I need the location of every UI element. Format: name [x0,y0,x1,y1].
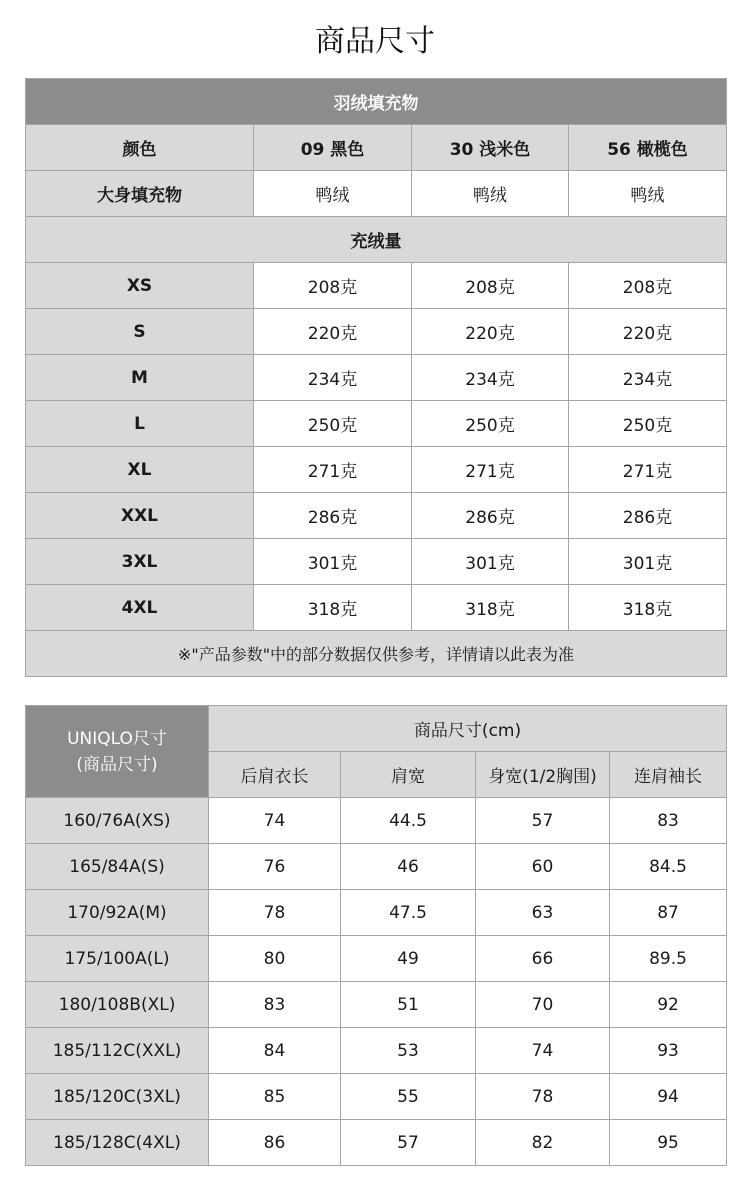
measurement-cell: 84 [209,1028,341,1074]
table-row [26,1074,727,1120]
fill-amount-cell: 286克 [569,493,727,539]
measurement-cell: 87 [610,890,727,936]
table-row [26,263,727,309]
fill-amount-cell: 208克 [254,263,412,309]
table-row [26,585,727,631]
measurement-cell: 49 [341,936,476,982]
note-row [26,631,727,677]
color-label: 颜色 [26,125,254,171]
measurement-cell: 78 [209,890,341,936]
size-group-title: 商品尺寸(cm) [209,706,727,752]
fill-amount-cell: 208克 [412,263,569,309]
measurement-cell: 82 [476,1120,610,1166]
measurement-cell: 89.5 [610,936,727,982]
table-row [26,447,727,493]
fill-amount-cell: 286克 [254,493,412,539]
size-cell: XS [26,263,254,309]
filling-cell: 鸭绒 [569,171,727,217]
filling-row [26,171,727,217]
down-fill-table [25,78,727,677]
measurement-cell: 83 [610,798,727,844]
table-row [26,982,727,1028]
fill-amount-cell: 220克 [254,309,412,355]
table-row [26,890,727,936]
measurement-cell: 92 [610,982,727,1028]
fill-amount-cell: 250克 [254,401,412,447]
fill-amount-cell: 220克 [412,309,569,355]
measurement-cell: 66 [476,936,610,982]
page-title: 商品尺寸 [315,24,435,59]
table-row [26,798,727,844]
size-corner-line2: (商品尺寸) [76,754,158,775]
fill-amount-cell: 220克 [569,309,727,355]
size-cell: 170/92A(M) [26,890,209,936]
amount-title-row [26,217,727,263]
color-cell: 30 浅米色 [412,125,569,171]
measurement-cell: 95 [610,1120,727,1166]
fill-amount-cell: 271克 [412,447,569,493]
amount-title: 充绒量 [26,217,727,263]
fill-amount-cell: 234克 [412,355,569,401]
filling-label: 大身填充物 [26,171,254,217]
fill-amount-cell: 250克 [412,401,569,447]
size-corner-line1: UNIQLO尺寸 [67,728,167,749]
column-header: 身宽(1/2胸围) [476,752,610,798]
table-row [26,493,727,539]
measurement-cell: 85 [209,1074,341,1120]
measurement-cell: 74 [476,1028,610,1074]
measurement-cell: 44.5 [341,798,476,844]
size-cell: 165/84A(S) [26,844,209,890]
size-cell: 4XL [26,585,254,631]
table-row [26,1120,727,1166]
measurement-cell: 60 [476,844,610,890]
size-cell: XL [26,447,254,493]
measurement-cell: 84.5 [610,844,727,890]
size-cell: 160/76A(XS) [26,798,209,844]
column-header: 肩宽 [341,752,476,798]
size-table [25,705,727,1166]
fill-section-title: 羽绒填充物 [26,79,727,125]
fill-amount-cell: 234克 [569,355,727,401]
size-cell: 185/112C(XXL) [26,1028,209,1074]
measurement-cell: 70 [476,982,610,1028]
note-text: ※"产品参数"中的部分数据仅供参考，详情请以此表为准 [26,631,727,677]
measurement-cell: 57 [341,1120,476,1166]
size-cell: 175/100A(L) [26,936,209,982]
size-cell: 185/128C(4XL) [26,1120,209,1166]
table-row [26,844,727,890]
fill-amount-cell: 301克 [254,539,412,585]
fill-amount-cell: 301克 [569,539,727,585]
table-row [26,936,727,982]
measurement-cell: 86 [209,1120,341,1166]
measurement-cell: 46 [341,844,476,890]
fill-section-header-row [26,79,727,125]
size-corner-header [26,706,209,798]
size-cell: 3XL [26,539,254,585]
filling-cell: 鸭绒 [412,171,569,217]
measurement-cell: 83 [209,982,341,1028]
fill-amount-cell: 301克 [412,539,569,585]
size-cell: XXL [26,493,254,539]
size-cell: 180/108B(XL) [26,982,209,1028]
table-row [26,355,727,401]
size-cell: 185/120C(3XL) [26,1074,209,1120]
measurement-cell: 94 [610,1074,727,1120]
size-cell: M [26,355,254,401]
filling-cell: 鸭绒 [254,171,412,217]
measurement-cell: 47.5 [341,890,476,936]
fill-amount-cell: 318克 [254,585,412,631]
measurement-cell: 57 [476,798,610,844]
measurement-cell: 55 [341,1074,476,1120]
measurement-cell: 51 [341,982,476,1028]
measurement-cell: 53 [341,1028,476,1074]
fill-amount-cell: 234克 [254,355,412,401]
fill-amount-cell: 208克 [569,263,727,309]
measurement-cell: 93 [610,1028,727,1074]
size-cell: L [26,401,254,447]
measurement-cell: 63 [476,890,610,936]
table-row [26,309,727,355]
fill-amount-cell: 250克 [569,401,727,447]
color-cell: 09 黑色 [254,125,412,171]
measurement-cell: 80 [209,936,341,982]
size-cell: S [26,309,254,355]
table-row [26,401,727,447]
fill-amount-cell: 318克 [412,585,569,631]
measurement-cell: 74 [209,798,341,844]
size-header-row [26,706,727,752]
color-cell: 56 橄榄色 [569,125,727,171]
fill-amount-cell: 271克 [254,447,412,493]
fill-amount-cell: 318克 [569,585,727,631]
column-header: 后肩衣长 [209,752,341,798]
color-row [26,125,727,171]
measurement-cell: 78 [476,1074,610,1120]
measurement-cell: 76 [209,844,341,890]
table-row [26,1028,727,1074]
table-row [26,539,727,585]
fill-amount-cell: 271克 [569,447,727,493]
fill-amount-cell: 286克 [412,493,569,539]
column-header: 连肩袖长 [610,752,727,798]
